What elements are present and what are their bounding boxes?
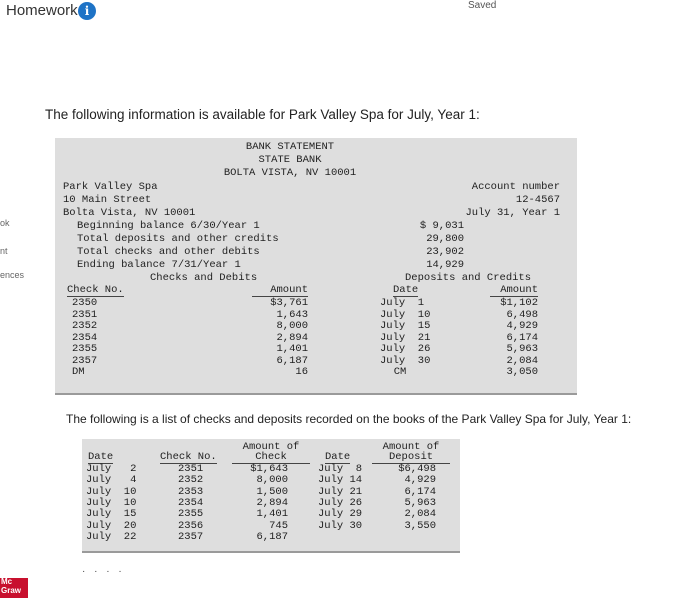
customer-street: 10 Main Street bbox=[63, 194, 152, 206]
info-icon-glyph: i bbox=[84, 4, 90, 18]
deposit-amount: 4,929 bbox=[506, 320, 538, 332]
check-number: 2352 bbox=[72, 320, 98, 332]
check-no-header: Check No. bbox=[67, 284, 124, 296]
summary-value: 23,902 bbox=[426, 246, 464, 258]
book-deposit-date: July 8 bbox=[318, 463, 363, 475]
divider bbox=[82, 551, 460, 553]
deposits-and-credits-heading: Deposits and Credits bbox=[405, 272, 532, 284]
book-check-number: 2355 bbox=[178, 508, 204, 521]
book-check-amount-header: Check bbox=[232, 452, 310, 464]
book-check-date: July 10 bbox=[86, 485, 137, 498]
book-check-number: 2357 bbox=[178, 530, 204, 543]
summary-label: Total deposits and other credits bbox=[77, 233, 279, 245]
deposit-amount: 3,050 bbox=[506, 366, 538, 378]
check-number: 2351 bbox=[72, 308, 98, 321]
summary-label: Beginning balance 6/30/Year 1 bbox=[77, 220, 260, 232]
check-amount: 2,894 bbox=[276, 331, 308, 344]
check-number: DM bbox=[72, 366, 85, 378]
book-deposit-amount: 3,550 bbox=[404, 519, 436, 532]
book-check-no-header: Check No. bbox=[160, 451, 217, 463]
checks-and-debits-heading: Checks and Debits bbox=[150, 272, 258, 284]
amount-of-deposit-header: Amount of bbox=[382, 441, 440, 453]
book-date-header: Date bbox=[88, 451, 114, 463]
customer-name: Park Valley Spa bbox=[63, 181, 158, 193]
saved-status: Saved bbox=[468, 0, 497, 11]
amount-of-check-header: Amount of bbox=[242, 441, 300, 453]
book-check-amount: 2,894 bbox=[256, 496, 288, 509]
summary-value: 14,929 bbox=[426, 259, 464, 271]
book-check-date: July 22 bbox=[86, 530, 137, 543]
book-check-number: 2352 bbox=[178, 474, 204, 487]
book-check-date: July 15 bbox=[86, 508, 137, 521]
check-amount: 16 bbox=[295, 366, 308, 378]
sidebar-fragment[interactable]: nt bbox=[0, 246, 8, 256]
check-amount: 1,401 bbox=[276, 343, 308, 355]
book-deposit-date: July 29 bbox=[318, 508, 363, 521]
deposit-date: July 21 bbox=[380, 331, 431, 344]
deposit-amount: 6,174 bbox=[506, 331, 538, 344]
check-amount: 8,000 bbox=[276, 320, 308, 332]
sidebar-fragment[interactable]: ences bbox=[0, 270, 25, 280]
book-check-amount: 6,187 bbox=[256, 530, 288, 543]
book-check-amount: 1,500 bbox=[256, 485, 288, 498]
sidebar-fragment[interactable]: ok bbox=[0, 218, 10, 228]
book-check-amount: 1,401 bbox=[256, 508, 288, 521]
book-check-number: 2351 bbox=[178, 463, 204, 475]
deposit-amount: 6,498 bbox=[506, 308, 538, 321]
logo-line: Mc bbox=[1, 577, 13, 586]
divider bbox=[55, 393, 577, 395]
info-icon[interactable] bbox=[78, 2, 96, 20]
deposit-date: CM bbox=[393, 366, 407, 378]
check-amount: 1,643 bbox=[276, 308, 308, 321]
mcgraw-hill-logo bbox=[0, 578, 28, 598]
deposit-date: July 10 bbox=[380, 308, 431, 321]
summary-label: Ending balance 7/31/Year 1 bbox=[77, 259, 241, 271]
check-number: 2357 bbox=[72, 354, 98, 367]
book-deposit-amount: 5,963 bbox=[404, 496, 436, 509]
deposit-amount: $1,102 bbox=[500, 297, 538, 309]
book-check-date: July 10 bbox=[86, 496, 137, 509]
book-check-date: July 2 bbox=[86, 463, 137, 475]
logo-line: Graw bbox=[1, 585, 22, 595]
account-label: Account number bbox=[471, 181, 560, 193]
check-number: 2350 bbox=[72, 297, 98, 309]
check-amount-header: Amount bbox=[252, 285, 308, 297]
book-check-amount: $1,643 bbox=[250, 463, 288, 475]
check-number: 2354 bbox=[72, 331, 98, 344]
bank-statement-title: BANK STATEMENT bbox=[245, 141, 335, 153]
intro-text-2: The following is a list of checks and deposits recorded on the books of the Park Valley Spa for July, Year 1: bbox=[66, 412, 632, 426]
account-number: 12-4567 bbox=[515, 194, 560, 206]
bank-city: BOLTA VISTA, NV 10001 bbox=[223, 167, 357, 179]
summary-value: 29,800 bbox=[426, 233, 464, 245]
book-deposit-date: July 26 bbox=[318, 496, 363, 509]
summary-value: $ 9,031 bbox=[419, 220, 464, 232]
book-check-number: 2354 bbox=[178, 496, 204, 509]
book-check-number: 2353 bbox=[178, 485, 204, 498]
top-bar bbox=[0, 0, 700, 26]
book-check-amount: 8,000 bbox=[256, 474, 288, 487]
book-check-date: July 4 bbox=[86, 474, 137, 487]
intro-text: The following information is available for Park Valley Spa for July, Year 1: bbox=[45, 107, 480, 122]
deposit-date: July 15 bbox=[380, 320, 431, 332]
book-deposit-date-header: Date bbox=[325, 451, 351, 463]
check-amount: $3,761 bbox=[270, 297, 308, 309]
book-check-amount: 745 bbox=[269, 519, 288, 532]
deposit-date-header: Date bbox=[393, 284, 419, 296]
check-number: 2355 bbox=[72, 343, 98, 355]
deposit-amount: 2,084 bbox=[506, 354, 538, 367]
bank-name: STATE BANK bbox=[258, 154, 322, 166]
summary-label: Total checks and other debits bbox=[77, 246, 260, 258]
book-deposit-amount: $6,498 bbox=[398, 463, 436, 475]
deposit-date: July 1 bbox=[380, 297, 425, 309]
cutoff-text: · · · · bbox=[82, 566, 125, 577]
statement-date: July 31, Year 1 bbox=[465, 207, 560, 219]
book-deposit-date: July 30 bbox=[318, 519, 363, 532]
book-deposit-date: July 21 bbox=[318, 485, 363, 498]
book-check-date: July 20 bbox=[86, 519, 137, 532]
customer-city: Bolta Vista, NV 10001 bbox=[63, 207, 196, 219]
deposit-amount-header: Amount bbox=[490, 285, 538, 297]
check-amount: 6,187 bbox=[276, 354, 308, 367]
book-deposit-amount: 6,174 bbox=[404, 485, 436, 498]
deposit-date: July 30 bbox=[380, 354, 431, 367]
deposit-amount: 5,963 bbox=[506, 343, 538, 355]
book-check-number: 2356 bbox=[178, 519, 204, 532]
book-deposit-date: July 14 bbox=[318, 474, 363, 487]
book-deposit-amount: 4,929 bbox=[404, 474, 436, 487]
homework-title: Homework bbox=[6, 2, 78, 19]
book-deposit-amount-header: Deposit bbox=[372, 452, 450, 464]
deposit-date: July 26 bbox=[380, 343, 431, 355]
book-deposit-amount: 2,084 bbox=[404, 508, 436, 521]
